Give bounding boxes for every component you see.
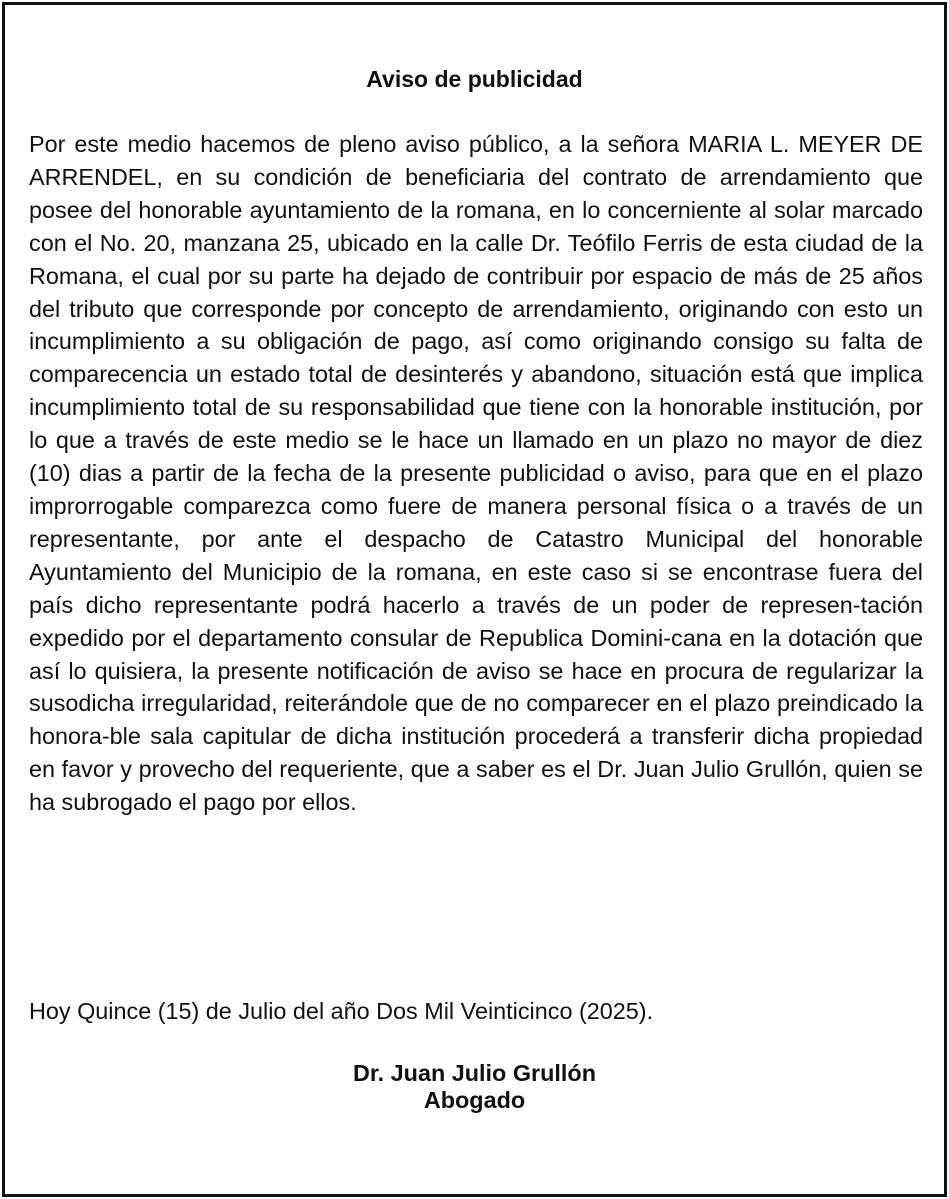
signature-role: Abogado: [423, 1087, 526, 1113]
notice-body: Por este medio hacemos de pleno aviso público, a la señora MARIA L. MEYER DE ARRENDEL, en su condición de beneficiaria del contrato de arrendamiento que posee del honorable ayuntamiento de la romana, en lo concerniente al solar marcado con el No. 20, manzana 25, ubicado en la calle Dr. Teófilo Ferris de esta ciudad de la Romana, el cual por su parte ha dejado de contribuir por espacio de más de 25 años del tributo que corresponde por concepto de arrendamiento, originando con esto un incumplimiento a su obligación de pago, así como originando consigo su falta de comparecencia un estado total de desinterés y abandono, situación está que implica incumplimiento total de su responsabilidad que tiene con la honorable institución, por lo que a través de este medio se le hace un llamado en un plazo no mayor de diez (10) dias a partir de la fecha de la presente publicidad o aviso, para que en el plazo improrrogable comparezca como fuere de manera personal física o a través de un representante, por ante el despacho de Catastro Municipal del honorable Ayuntamiento del Municipio de la romana, en este caso si se encontrase fuera del país dicho representante podrá hacerlo a través de un poder de represen-tación expedido por el departamento consular de Republica Domini-cana en la dotación que así lo quisiera, la presente notificación de aviso se hace en procura de regularizar la susodicha irregularidad, reiterándole que de no comparecer en el plazo preindicado la honora-ble sala capitular de dicha institución procederá a transferir dicha propiedad en favor y provecho del requeriente, que a saber es el Dr. Juan Julio Grullón, quien se ha subrogado el pago por ellos.: [29, 131, 923, 816]
notice-border: [2, 2, 947, 1197]
signature-name: Dr. Juan Julio Grullón: [352, 1060, 597, 1086]
signature-block: [5, 1060, 944, 1114]
notice-title: Aviso de publicidad: [366, 66, 583, 92]
notice-date-line: Hoy Quince (15) de Julio del año Dos Mil Veinticinco (2025).: [29, 998, 654, 1024]
